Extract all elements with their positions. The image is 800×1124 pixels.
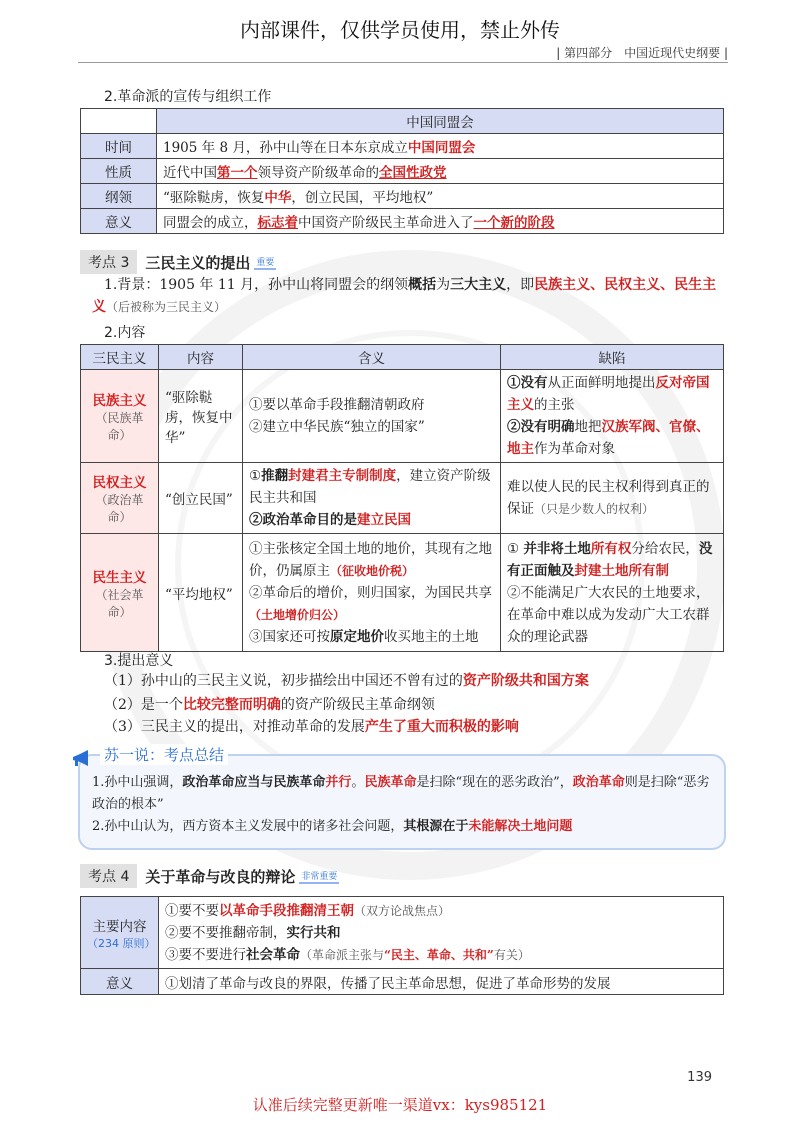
significance-2: （2）是一个比较完整而明确的资产阶级民主革命纲领 — [104, 697, 435, 713]
kaodian-3-heading: 三民主义的提出 — [145, 253, 251, 272]
page-header-title: 内部课件，仅供学员使用，禁止外传 — [240, 18, 560, 42]
summary-body: 1.孙中山强调，政治革命应当与民族革命并行。民族革命是扫除“现在的恶劣政治”，政治革命则是扫除“恶劣政治的根本” 2.孙中山认为，西方资本主义发展中的诸多社会问题，其根源在于未能解决土地问题 — [92, 775, 710, 834]
row-meaning: 同盟会的成立，标志着中国资产阶级民主革命进入了一个新的阶段 — [157, 209, 724, 234]
row-label-main-content: 主要内容 （234 原则） — [81, 897, 159, 969]
page-header-part: | 第四部分 中国近现代史纲要 | — [556, 46, 728, 60]
section-heading: 2.革命派的宣传与组织工作 — [104, 89, 272, 105]
doctrine-minquan: 民权主义 （政治革命） — [81, 463, 159, 534]
debate-table — [80, 896, 724, 995]
content-minzu: “驱除鞑虏，恢复中华” — [159, 370, 243, 463]
summary-heading: 苏一说：考点总结 — [100, 744, 228, 765]
row-label-nature: 性质 — [81, 159, 157, 184]
content-minquan: “创立民国” — [159, 463, 243, 534]
row-label-meaning: 意义 — [81, 209, 157, 234]
row-nature: 近代中国第一个领导资产阶级革命的全国性政党 — [157, 159, 724, 184]
page-number: 139 — [687, 1070, 712, 1085]
col-header-defect: 缺陷 — [501, 345, 724, 370]
row-label-time: 时间 — [81, 134, 157, 159]
background-paragraph: 1.背景：1905 年 11 月，孙中山将同盟会的纲领概括为三大主义，即民族主义、民权主义、民生主义（后被称为三民主义） — [92, 277, 717, 315]
content-minsheng: “平均地权” — [159, 534, 243, 652]
meaning-minquan: ①推翻封建君主专制制度，建立资产阶级民主共和国 ②政治革命目的是建立民国 — [243, 463, 501, 534]
importance-tag: 非常重要 — [299, 869, 339, 884]
importance-tag: 重要 — [254, 255, 276, 270]
header-divider — [78, 62, 728, 63]
row-main-content: ①要不要以革命手段推翻清王朝（双方论战焦点） ②要不要推翻帝制，实行共和 ③要不要进行社会革命（革命派主张与“民主、革命、共和”有关） — [159, 897, 724, 969]
row-program: “驱除鞑虏，恢复中华，创立民国，平均地权” — [157, 184, 724, 209]
defect-minzu: ①没有从正面鲜明地提出反对帝国主义的主张 ②没有明确地把汉族军阀、官僚、地主作为革命对象 — [501, 370, 724, 463]
kaodian-3-badge: 考点 3 — [80, 250, 137, 274]
table-corner — [81, 109, 157, 134]
footer-notice: 认准后续完整更新唯一渠道vx：kys985121 — [252, 1096, 548, 1114]
significance-1: （1）孙中山的三民主义说，初步描绘出中国还不曾有过的资产阶级共和国方案 — [104, 673, 589, 689]
col-header-meaning: 含义 — [243, 345, 501, 370]
row-significance: ①划清了革命与改良的界限，传播了民主革命思想，促进了革命形势的发展 — [159, 969, 724, 995]
table-header: 中国同盟会 — [157, 109, 724, 134]
doctrine-minsheng: 民生主义 （社会革命） — [81, 534, 159, 652]
content-heading: 2.内容 — [104, 325, 146, 341]
col-header-doctrine: 三民主义 — [81, 345, 159, 370]
megaphone-icon — [70, 748, 92, 770]
kaodian-4-title — [80, 864, 339, 888]
sanmin-table — [80, 344, 724, 652]
defect-minquan: 难以使人民的民主权利得到真正的保证（只是少数人的权利） — [501, 463, 724, 534]
doctrine-minzu: 民族主义 （民族革命） — [81, 370, 159, 463]
significance-3: （3）三民主义的提出，对推动革命的发展产生了重大而积极的影响 — [104, 719, 519, 735]
significance-heading: 3.提出意义 — [104, 653, 174, 669]
kaodian-4-heading: 关于革命与改良的辩论 — [145, 867, 296, 886]
kaodian-3-title — [80, 250, 276, 274]
meaning-minzu: ①要以革命手段推翻清朝政府 ②建立中华民族“独立的国家” — [243, 370, 501, 463]
kaodian-4-badge: 考点 4 — [80, 864, 137, 888]
meaning-minsheng: ①主张核定全国土地的地价，其现有之地价，仍属原主（征收地价税） ②革命后的增价，则归国家，为国民共享（土地增价归公） ③国家还可按原定地价收买地主的土地 — [243, 534, 501, 652]
row-label-significance: 意义 — [81, 969, 159, 995]
tongmenghui-table — [80, 108, 724, 234]
row-label-program: 纲领 — [81, 184, 157, 209]
col-header-content: 内容 — [159, 345, 243, 370]
defect-minsheng: ① 并非将土地所有权分给农民，没有正面触及封建土地所有制 ②不能满足广大农民的土地要求，在革命中难以成为发动广大工农群众的理论武器 — [501, 534, 724, 652]
row-time: 1905 年 8 月，孙中山等在日本东京成立中国同盟会 — [157, 134, 724, 159]
